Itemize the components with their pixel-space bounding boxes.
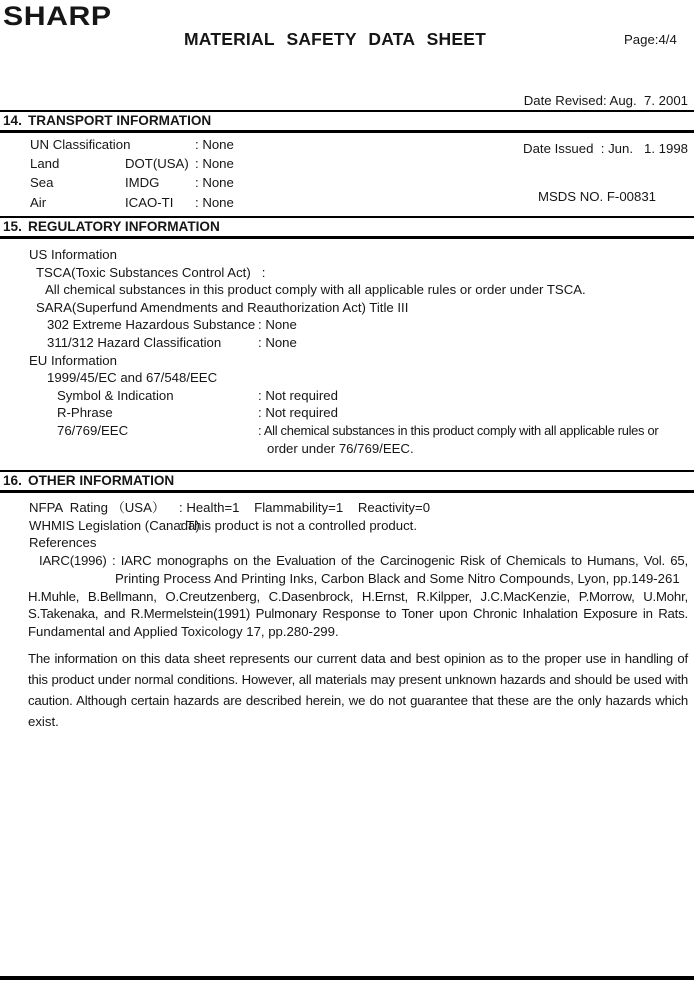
section-15-number: 15. — [3, 219, 22, 234]
eec-value: : All chemical substances in this product comply with all applicable rules or — [258, 422, 659, 438]
references-heading: References — [29, 535, 97, 551]
disclaimer-line: The information on this data sheet represents our current data and best opinion as to the proper use in handling of — [28, 651, 688, 666]
sara-302-label: 302 Extreme Hazardous Substance — [47, 317, 256, 333]
r-phrase-row — [0, 404, 688, 422]
us-information-heading: US Information — [29, 247, 117, 262]
nfpa-row — [0, 499, 688, 517]
row-code: IMDG — [125, 175, 160, 191]
row-value: : None — [195, 194, 234, 210]
eu-directive: 1999/45/EC and 67/548/EEC — [47, 370, 218, 386]
section-14-title: TRANSPORT INFORMATION — [28, 113, 212, 128]
row-label: Sea — [30, 175, 54, 191]
symbol-indication-label: Symbol & Indication — [57, 387, 174, 403]
page-bottom-rule — [0, 976, 694, 980]
iarc-reference-line-2: Printing Process And Printing Inks, Carbon Black and Some Nitro Compounds, Lyon, pp.149-261 — [115, 570, 680, 586]
tsca-label: TSCA(Toxic Substances Control Act) : — [36, 264, 266, 280]
document-title: MATERIAL SAFETY DATA SHEET — [184, 29, 486, 49]
whmis-value: : This product is not a controlled product. — [179, 517, 417, 533]
symbol-indication-row — [0, 387, 688, 405]
section-14-number: 14. — [3, 113, 22, 128]
row-code: ICAO-TI — [125, 194, 174, 210]
date-revised: Date Revised: Aug. 7. 2001 — [523, 93, 688, 108]
disclaimer-paragraph — [28, 648, 688, 732]
row-value: : None — [195, 137, 234, 152]
disclaimer-line: this product under normal conditions. However, all materials may present unknown hazards and should be used with — [28, 672, 688, 687]
disclaimer-line: caution. Although certain hazards are described herein, we do not guarantee that these are the only hazards which — [28, 693, 688, 708]
msds-number: MSDS NO. F-00831 — [538, 189, 656, 204]
eec-row — [0, 422, 688, 440]
muhle-reference-line-2: S.Takenaka, and R.Mermelstein(1991) Pulmonary Response to Toner upon Chronic Inhalation Exposure in Rats. — [28, 606, 688, 622]
whmis-label: WHMIS Legislation (Canada) — [29, 517, 200, 533]
nfpa-label: NFPA Rating （USA） — [29, 500, 166, 515]
sara-311-value: : None — [258, 334, 297, 350]
disclaimer-line: exist. — [28, 714, 59, 729]
eu-information-heading: EU Information — [29, 352, 117, 368]
row-label: Air — [30, 194, 47, 210]
section-14-heading — [0, 110, 694, 133]
page-number: Page:4/4 — [624, 32, 677, 47]
row-label: Land — [30, 156, 60, 172]
section-16-title: OTHER INFORMATION — [28, 473, 175, 488]
section-16-heading — [0, 470, 694, 493]
sara-311-row — [0, 334, 688, 352]
muhle-reference-line-1: H.Muhle, B.Bellmann, O.Creutzenberg, C.Dasenbrock, H.Ernst, R.Kilpper, J.C.MacKenzie, P.Morrow, U.Mohr, — [28, 588, 688, 604]
sara-label: SARA(Superfund Amendments and Reauthorization Act) Title III — [36, 299, 409, 315]
table-row — [0, 135, 688, 154]
table-row — [0, 173, 688, 192]
sara-302-value: : None — [258, 317, 297, 333]
symbol-indication-value: : Not required — [258, 387, 338, 403]
section-16-number: 16. — [3, 473, 22, 488]
eec-label: 76/769/EEC — [57, 422, 129, 438]
section-14-body — [0, 133, 688, 212]
muhle-reference-line-3: Fundamental and Applied Toxicology 17, pp.280-299. — [28, 623, 339, 639]
nfpa-value: : Health=1 Flammability=1 Reactivity=0 — [179, 500, 431, 515]
sara-311-label: 311/312 Hazard Classification — [47, 334, 222, 350]
section-15-body — [0, 241, 688, 457]
section-16-body — [0, 494, 688, 641]
r-phrase-label: R-Phrase — [57, 405, 113, 421]
r-phrase-value: : Not required — [258, 405, 338, 421]
whmis-row — [0, 517, 688, 535]
date-issued: Date Issued : Jun. 1. 1998 — [523, 141, 688, 156]
row-value: : None — [195, 175, 234, 191]
section-15-heading — [0, 216, 694, 239]
sharp-logo: SHARP — [3, 1, 112, 31]
row-label: UN Classification — [30, 137, 131, 152]
table-row — [0, 193, 688, 212]
sara-302-row — [0, 316, 688, 334]
row-value: : None — [195, 156, 234, 172]
eec-value-continuation: order under 76/769/EEC. — [267, 440, 414, 456]
table-row — [0, 154, 688, 173]
tsca-statement: All chemical substances in this product comply with all applicable rules or order under TSCA. — [45, 282, 586, 298]
row-code: DOT(USA) — [125, 156, 189, 172]
iarc-reference-line-1: IARC(1996) : IARC monographs on the Evaluation of the Carcinogenic Risk of Chemicals to Humans, Vol. 65, — [39, 553, 688, 569]
section-15-title: REGULATORY INFORMATION — [28, 219, 220, 234]
